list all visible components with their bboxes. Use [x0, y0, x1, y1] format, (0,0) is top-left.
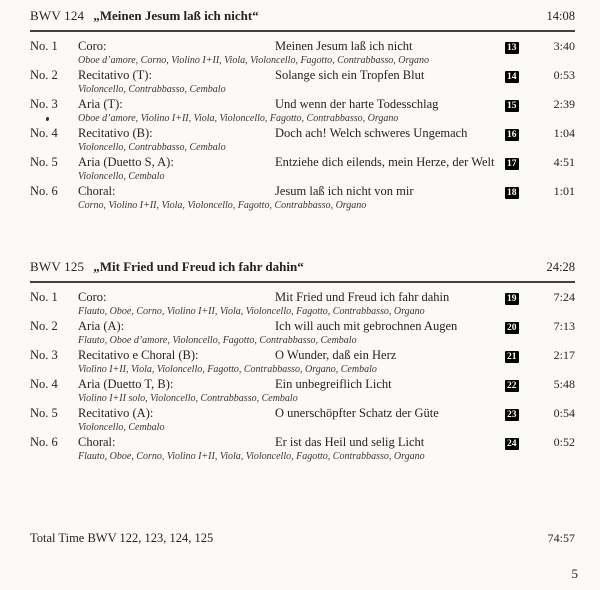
- movement-duration: 0:52: [553, 435, 575, 449]
- instrumentation-line: Oboe d’amore, Violino I+II, Viola, Violoncello, Fagotto, Contrabbasso, Organo: [78, 113, 399, 124]
- movement-genre: Aria (A):: [78, 319, 125, 333]
- track-number-cell: [505, 39, 527, 54]
- section-header: [30, 258, 575, 276]
- movement-row: [30, 68, 575, 83]
- track-number-badge: 18: [507, 188, 517, 198]
- cantata-title: „Mit Fried und Freud ich fahr dahin“: [93, 259, 304, 274]
- track-number-badge: 17: [507, 159, 517, 169]
- movement-duration: 1:04: [553, 126, 575, 140]
- track-number-badge: 19: [507, 294, 517, 304]
- movement-genre: Recitativo (T):: [78, 68, 152, 82]
- instrumentation-line: Flauto, Oboe, Corno, Violino I+II, Viola, Violoncello, Fagotto, Contrabbasso, Organo: [78, 451, 425, 462]
- movement-row: [30, 39, 575, 54]
- movement-row: [30, 319, 575, 334]
- movement-number: No. 4: [30, 377, 58, 391]
- movement-duration: 0:54: [553, 406, 575, 420]
- movement-title: Ich will auch mit gebrochnen Augen: [275, 319, 458, 333]
- section-bwv-125: [30, 258, 575, 464]
- instrumentation-line: Flauto, Oboe, Corno, Violino I+II, Viola, Violoncello, Fagotto, Contrabbasso, Organo: [78, 306, 425, 317]
- movement-duration: 4:51: [553, 155, 575, 169]
- movement-number: No. 3: [30, 97, 58, 111]
- track-number-badge: 15: [507, 101, 517, 111]
- movement-rows: [30, 290, 575, 464]
- movement-genre: Aria (T):: [78, 97, 123, 111]
- section-divider-rule: [30, 281, 575, 283]
- page-number: 5: [571, 566, 578, 581]
- movement-row: [30, 97, 575, 112]
- track-number-badge: 22: [507, 381, 517, 391]
- movement-duration: 0:53: [553, 68, 575, 82]
- track-number-cell: [505, 406, 527, 421]
- movement-row: [30, 184, 575, 199]
- movement-number: No. 6: [30, 184, 58, 198]
- movement-row: [30, 290, 575, 305]
- track-number-cell: [505, 290, 527, 305]
- movement-genre: Recitativo (A):: [78, 406, 154, 420]
- movement-duration: 1:01: [553, 184, 575, 198]
- instrumentation-line: Violino I+II solo, Violoncello, Contrabbasso, Cembalo: [78, 393, 298, 404]
- movement-number: No. 1: [30, 39, 58, 53]
- movement-duration: 3:40: [553, 39, 575, 53]
- track-number-cell: [505, 155, 527, 170]
- movement-duration: 7:24: [553, 290, 575, 304]
- movement-number: No. 5: [30, 155, 58, 169]
- track-number-cell: [505, 319, 527, 334]
- section-header: [30, 7, 575, 25]
- movement-number: No. 4: [30, 126, 58, 140]
- movement-number: No. 1: [30, 290, 58, 304]
- movement-title: Entziehe dich eilends, mein Herze, der Welt: [275, 155, 495, 169]
- bwv-number: BWV 125: [30, 259, 85, 274]
- track-number-cell: [505, 435, 527, 450]
- instrumentation-line: Flauto, Oboe d’amore, Violoncello, Fagotto, Contrabbasso, Cembalo: [78, 335, 357, 346]
- movement-genre: Recitativo e Choral (B):: [78, 348, 199, 362]
- track-number-badge: 16: [507, 130, 517, 140]
- movement-number: No. 2: [30, 68, 58, 82]
- track-number-badge: 13: [507, 43, 517, 53]
- movement-title: Jesum laß ich nicht von mir: [275, 184, 414, 198]
- movement-genre: Aria (Duetto S, A):: [78, 155, 174, 169]
- bwv-number: BWV 124: [30, 8, 85, 23]
- track-number-badge: 14: [507, 72, 517, 82]
- track-number-badge: 24: [507, 439, 517, 449]
- track-number-badge: 20: [507, 323, 517, 333]
- movement-row: [30, 377, 575, 392]
- total-time-value: 74:57: [547, 531, 575, 545]
- instrumentation-line: Violoncello, Cembalo: [78, 422, 165, 433]
- movement-row: [30, 126, 575, 141]
- movement-title: Meinen Jesum laß ich nicht: [275, 39, 413, 53]
- track-number-cell: [505, 126, 527, 141]
- instrumentation-line: Oboe d’amore, Corno, Violino I+II, Viola, Violoncello, Fagotto, Contrabbasso, Organo: [78, 55, 429, 66]
- cantata-title: „Meinen Jesum laß ich nicht“: [93, 8, 259, 23]
- track-number-badge: 21: [507, 352, 517, 362]
- movement-genre: Choral:: [78, 435, 116, 449]
- movement-title: Doch ach! Welch schweres Ungemach: [275, 126, 468, 140]
- movement-rows: [30, 39, 575, 213]
- instrumentation-line: Violoncello, Cembalo: [78, 171, 165, 182]
- movement-title: Und wenn der harte Todesschlag: [275, 97, 439, 111]
- section-divider-rule: [30, 30, 575, 32]
- movement-row: [30, 155, 575, 170]
- instrumentation-line: Violoncello, Contrabbasso, Cembalo: [78, 142, 226, 153]
- movement-title: Ein unbegreiflich Licht: [275, 377, 392, 391]
- movement-genre: Coro:: [78, 290, 107, 304]
- instrumentation-line: Violoncello, Contrabbasso, Cembalo: [78, 84, 226, 95]
- movement-number: No. 2: [30, 319, 58, 333]
- movement-title: O Wunder, daß ein Herz: [275, 348, 397, 362]
- movement-row: [30, 435, 575, 450]
- movement-title: O unerschöpfter Schatz der Güte: [275, 406, 439, 420]
- instrumentation-line: Violino I+II, Viola, Violoncello, Fagotto, Contrabbasso, Organo, Cembalo: [78, 364, 377, 375]
- section-total-duration: 14:08: [546, 9, 575, 23]
- instrumentation-line: Corno, Violino I+II, Viola, Violoncello, Fagotto, Contrabbasso, Organo: [78, 200, 367, 211]
- movement-title: Mit Fried und Freud ich fahr dahin: [275, 290, 450, 304]
- track-number-badge: 23: [507, 410, 517, 420]
- movement-duration: 2:17: [553, 348, 575, 362]
- track-number-cell: [505, 184, 527, 199]
- movement-row: [30, 406, 575, 421]
- movement-genre: Choral:: [78, 184, 116, 198]
- track-number-cell: [505, 68, 527, 83]
- section-total-duration: 24:28: [546, 260, 575, 274]
- movement-number: No. 5: [30, 406, 58, 420]
- section-bwv-124: [30, 7, 575, 213]
- total-time-label: Total Time BWV 122, 123, 124, 125: [30, 531, 214, 545]
- movement-genre: Coro:: [78, 39, 107, 53]
- movement-title: Er ist das Heil und selig Licht: [275, 435, 425, 449]
- total-time-row: [30, 531, 575, 546]
- movement-number: No. 6: [30, 435, 58, 449]
- track-number-cell: [505, 377, 527, 392]
- movement-title: Solange sich ein Tropfen Blut: [275, 68, 425, 82]
- movement-duration: 7:13: [553, 319, 575, 333]
- track-number-cell: [505, 97, 527, 112]
- movement-number: No. 3: [30, 348, 58, 362]
- movement-genre: Aria (Duetto T, B):: [78, 377, 174, 391]
- movement-duration: 2:39: [553, 97, 575, 111]
- movement-duration: 5:48: [553, 377, 575, 391]
- movement-genre: Recitativo (B):: [78, 126, 153, 140]
- movement-row: [30, 348, 575, 363]
- track-number-cell: [505, 348, 527, 363]
